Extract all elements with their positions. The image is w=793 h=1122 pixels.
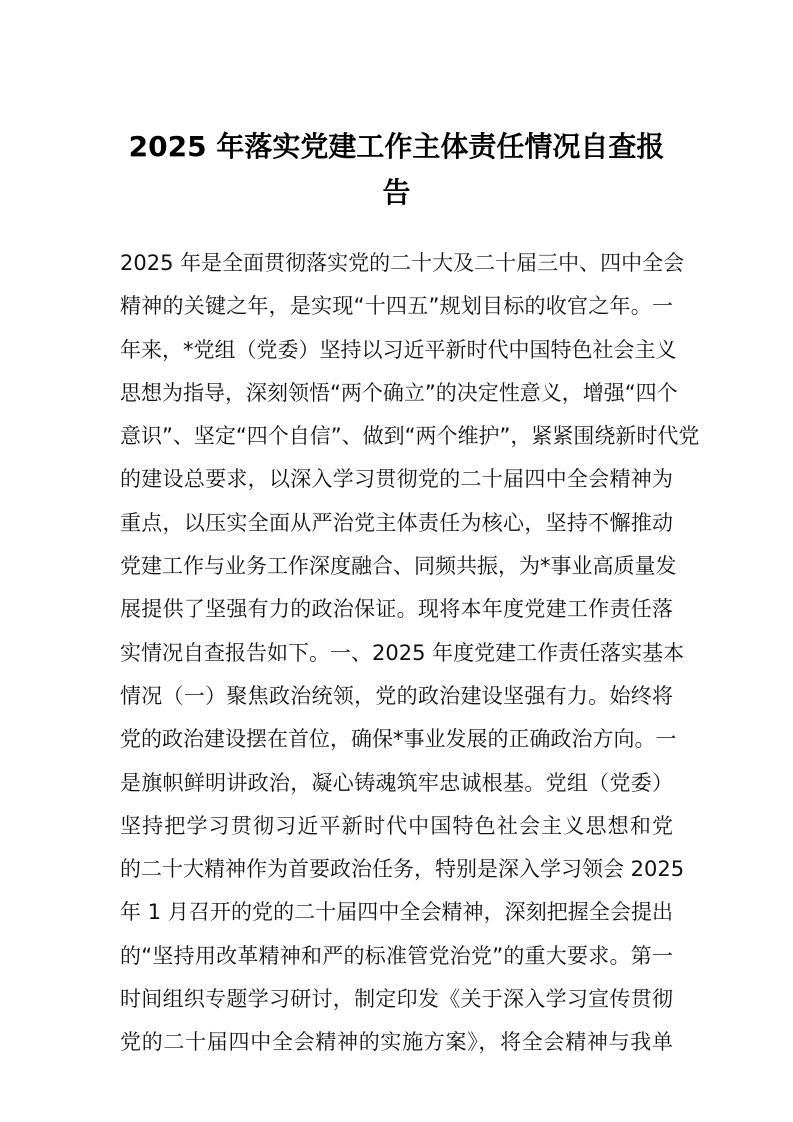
body-text-line: 时间组织专题学习研讨，制定印发《关于深入学习宣传贯彻 — [120, 987, 673, 1012]
document-title — [110, 124, 683, 216]
body-text-line: 年来，*党组（党委）坚持以习近平新时代中国特色社会主义 — [120, 337, 677, 362]
body-text-line: 的二十大精神作为首要政治任务，特别是深入学习领会 2025 — [120, 857, 685, 882]
body-text-line: 展提供了坚强有力的政治保证。现将本年度党建工作责任落 — [120, 597, 673, 622]
title-line: 告 — [382, 176, 411, 209]
body-text-line: 年 1 月召开的党的二十届四中全会精神，深刻把握全会提出 — [120, 900, 673, 925]
body-text-line: 情况（一）聚焦政治统领，党的政治建设坚强有力。始终将 — [120, 683, 673, 708]
body-text-line: 党建工作与业务工作深度融合、同频共振，为*事业高质量发 — [120, 554, 677, 579]
body-text-line: 意识”、坚定“四个自信”、做到“两个维护”，紧紧围绕新时代党 — [120, 424, 700, 449]
title-line: 2025 年落实党建工作主体责任情况自查报 — [128, 130, 665, 163]
body-text-line: 坚持把学习贯彻习近平新时代中国特色社会主义思想和党 — [120, 813, 673, 838]
body-text-line: 重点，以压实全面从严治党主体责任为核心，坚持不懈推动 — [120, 510, 673, 535]
body-text-line: 思想为指导，深刻领悟“两个确立”的决定性意义，增强“四个 — [120, 380, 678, 405]
body-text-line: 2025 年是全面贯彻落实党的二十大及二十届三中、四中全会 — [120, 251, 685, 275]
body-text-line: 实情况自查报告如下。一、2025 年度党建工作责任落实基本 — [120, 640, 685, 665]
body-text-line: 精神的关键之年，是实现“十四五”规划目标的收官之年。一 — [120, 294, 673, 319]
body-text-line: 党的二十届四中全会精神的实施方案》，将全会精神与我单 — [120, 1030, 673, 1055]
document-body — [120, 242, 700, 1065]
body-text-line: 的“坚持用改革精神和严的标准管党治党”的重大要求。第一 — [120, 943, 673, 968]
body-text-line: 的建设总要求，以深入学习贯彻党的二十届四中全会精神为 — [120, 467, 673, 492]
body-text-line: 党的政治建设摆在首位，确保*事业发展的正确政治方向。一 — [120, 727, 677, 752]
body-text-line: 是旗帜鲜明讲政治，凝心铸魂筑牢忠诚根基。党组（党委） — [120, 770, 673, 795]
